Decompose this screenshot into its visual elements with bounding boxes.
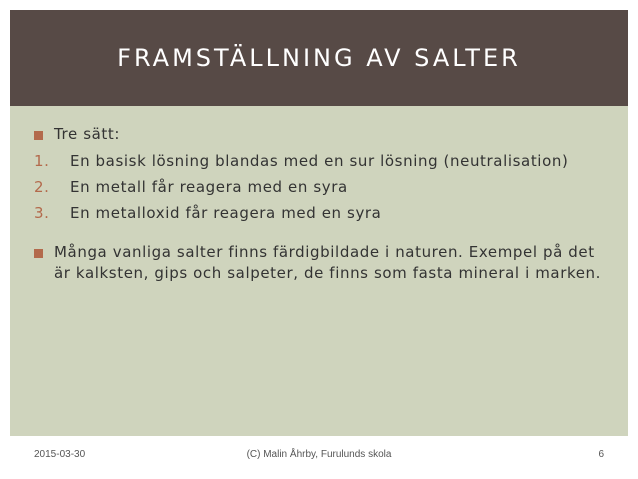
bullet-intro [34,124,604,145]
slide-title: FRAMSTÄLLNING AV SALTER [117,44,521,72]
bullet-examples [34,242,604,284]
bullet-examples-text: Många vanliga salter finns färdigbildade i naturen. Exempel på det är kalksten, gips och salpeter, de finns som fasta mineral i marken. [54,243,602,282]
square-bullet-icon [34,131,43,140]
square-bullet-icon [34,249,43,258]
footer-author: (C) Malin Åhrby, Furulunds skola [246,449,392,460]
footer-page-number: 6 [598,449,604,460]
list-item-text: En basisk lösning blandas med en sur lösning (neutralisation) [70,152,569,170]
slide-content [34,124,604,284]
title-bar [10,10,628,106]
list-item [34,151,604,172]
list-item-text: En metall får reagera med en syra [70,178,348,196]
footer-date: 2015-03-30 [34,449,86,460]
list-item-text: En metalloxid får reagera med en syra [70,204,382,222]
bullet-intro-text: Tre sätt: [54,125,121,143]
list-item-number: 2. [34,178,50,196]
steps-list [34,151,604,224]
list-item [34,177,604,198]
list-item-number: 1. [34,152,50,170]
list-item [34,203,604,224]
list-item-number: 3. [34,204,50,222]
